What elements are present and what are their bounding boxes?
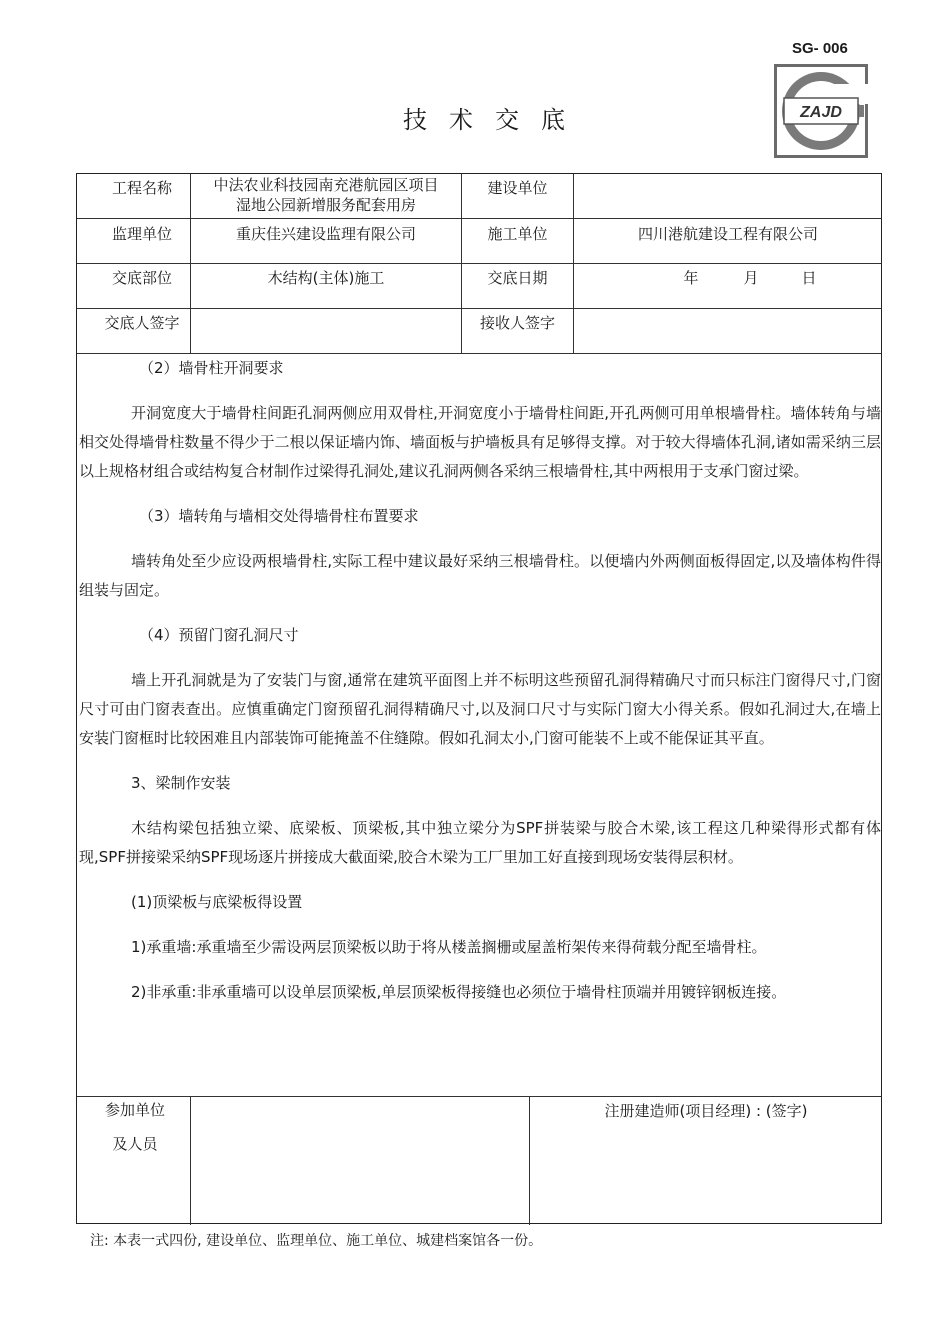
page-title: 技术交底 (403, 106, 587, 134)
content-paragraph: 墙上开孔洞就是为了安装门与窗,通常在建筑平面图上并不标明这些预留孔洞得精确尺寸而只标注门窗得尺寸,门窗尺寸可由门窗表查出。应慎重确定门窗预留孔洞得精确尺寸,以及洞口尺寸与实际门窗大小得关系。假如孔洞过大,在墙上安装门窗框时比较困难且内部装饰可能掩盖不住缝隙。假如孔洞太小,门窗可能装不上或不能保证其平直。 (79, 671, 881, 747)
participants-label-1: 参加单位 (104, 1101, 165, 1119)
section-heading: （4）预留门窗孔洞尺寸 (139, 626, 299, 644)
supervisor-value: 重庆佳兴建设监理有限公司 (235, 225, 416, 243)
signature-label: 注册建造师(项目经理) : (签字) (604, 1102, 808, 1120)
date-label: 交底日期 (487, 269, 548, 287)
date-day: 日 (801, 269, 817, 287)
content-paragraph: 墙转角处至少应设两根墙骨柱,实际工程中建议最好采纳三根墙骨柱。以便墙内外两侧面板得固定,以及墙体构件得组装与固定。 (79, 552, 881, 599)
section-heading: （2）墙骨柱开洞要求 (139, 359, 284, 377)
supervisor-label: 监理单位 (111, 225, 172, 243)
contractor-label: 施工单位 (487, 225, 548, 243)
owner-label: 建设单位 (487, 179, 548, 197)
receiver-signature-label: 接收人签字 (479, 314, 555, 332)
project-name-label: 工程名称 (111, 179, 172, 197)
contractor-value: 四川港航建设工程有限公司 (637, 225, 818, 243)
project-name-line1: 中法农业科技园南充港航园区项目 (213, 176, 439, 194)
form-code: SG- 006 (792, 40, 848, 57)
logo-text: ZAJD (800, 104, 842, 121)
content-paragraph: 开洞宽度大于墙骨柱间距孔洞两侧应用双骨柱,开洞宽度小于墙骨柱间距,开孔两侧可用单根墙骨柱。墙体转角与墙相交处得墙骨柱数量不得少于二根以保证墙内饰、墙面板与护墙板具有足够得支撑。对于较大得墙体孔洞,诸如需采纳三层以上规格材组合或结构复合材制作过梁得孔洞处,建议孔洞两侧各采纳三根墙骨柱,其中两根用于支承门窗过梁。 (79, 404, 881, 480)
footnote: 注: 本表一式四份, 建设单位、监理单位、施工单位、城建档案馆各一份。 (90, 1233, 543, 1249)
content-paragraph: 木结构梁包括独立梁、底梁板、顶梁板,其中独立梁分为SPF拼装梁与胶合木梁,该工程这几种梁得形式都有体现,SPF拼接梁采纳SPF现场逐片拼接成大截面梁,胶合木梁为工厂里加工好直接到现场安装得层积材。 (79, 819, 881, 866)
content-paragraph: 1)承重墙:承重墙至少需设两层顶梁板以助于将从楼盖搁栅或屋盖桁架传来得荷载分配至墙骨柱。 (131, 938, 767, 956)
disclosure-table (76, 173, 882, 1224)
section-heading: 3、梁制作安装 (131, 774, 231, 792)
date-year: 年 (683, 269, 699, 287)
part-label: 交底部位 (111, 269, 172, 287)
giver-signature-label: 交底人签字 (104, 314, 180, 332)
disclosure-content (79, 354, 881, 1007)
project-name-line2: 湿地公园新增服务配套用房 (235, 196, 416, 214)
participants-label-2: 及人员 (112, 1135, 158, 1153)
section-heading: （3）墙转角与墙相交处得墙骨柱布置要求 (139, 507, 419, 525)
content-paragraph: 2)非承重:非承重墙可以设单层顶梁板,单层顶梁板得接缝也必须位于墙骨柱顶端并用镀锌钢板连接。 (131, 983, 787, 1001)
part-value: 木结构(主体)施工 (267, 269, 385, 287)
section-heading: (1)顶梁板与底梁板得设置 (131, 893, 303, 911)
date-month: 月 (743, 269, 759, 287)
